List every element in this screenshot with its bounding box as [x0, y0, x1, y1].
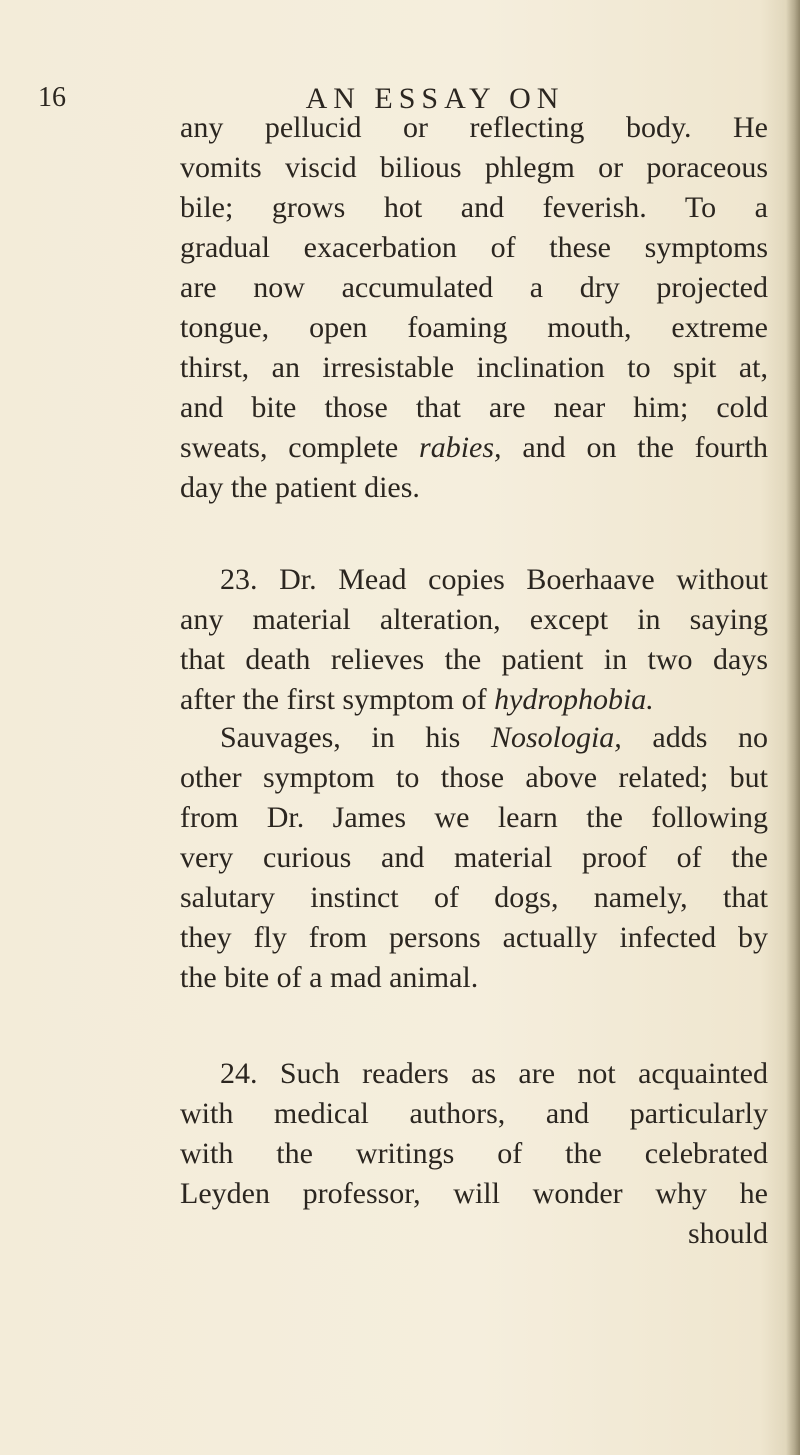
line-start: sweats, complete — [180, 431, 420, 464]
text-line — [180, 428, 768, 468]
italic-term: rabies, — [419, 431, 502, 464]
text-line: 24. Such readers as are not acquainted — [220, 1057, 768, 1090]
catchword: should — [687, 1217, 768, 1250]
text-line: very curious and material proof of the — [180, 841, 768, 874]
text-line: from Dr. James we learn the following — [180, 801, 768, 834]
text-line: they fly from persons actually infected by — [180, 921, 768, 954]
text-line: any material alteration, except in saying — [180, 603, 768, 636]
paragraph-1 — [180, 108, 768, 508]
text-line — [180, 718, 768, 758]
paragraph-sauvages — [180, 718, 768, 998]
text-line: bile; grows hot and feverish. To a — [180, 191, 768, 224]
text-line: Leyden professor, will wonder why he — [180, 1177, 768, 1210]
paragraph-23 — [180, 560, 768, 720]
text-line: other symptom to those above related; but — [180, 761, 768, 794]
text-line: salutary instinct of dogs, namely, that — [180, 881, 768, 914]
text-line: gradual exacerbation of these symptoms — [180, 231, 768, 264]
line-start: Sauvages, in his — [220, 721, 491, 754]
line-start: after the first symptom of — [180, 683, 495, 716]
italic-term: Nosologia, — [490, 721, 622, 754]
text-line: that death relieves the patient in two days — [180, 643, 768, 676]
text-line: 23. Dr. Mead copies Boerhaave without — [220, 563, 768, 596]
text-line: with the writings of the celebrated — [180, 1137, 768, 1170]
line-rest: and on the fourth — [501, 431, 768, 464]
text-line: and bite those that are near him; cold — [180, 391, 768, 424]
text-line: thirst, an irresistable inclination to spit at, — [180, 351, 768, 384]
text-line: vomits viscid bilious phlegm or poraceous — [180, 151, 768, 184]
paragraph-24 — [180, 1054, 768, 1254]
text-line: with medical authors, and particularly — [180, 1097, 768, 1130]
page-edge — [786, 0, 800, 1455]
text-line: day the patient dies. — [180, 471, 420, 504]
running-head: AN ESSAY ON — [305, 82, 565, 115]
page-number: 16 — [38, 82, 66, 113]
text-line: the bite of a mad animal. — [180, 961, 479, 994]
text-line: are now accumulated a dry projected — [180, 271, 768, 304]
text-line: any pellucid or reflecting body. He — [180, 111, 768, 144]
italic-term: hydrophobia. — [494, 683, 654, 716]
text-line: tongue, open foaming mouth, extreme — [180, 311, 768, 344]
line-rest: adds no — [621, 721, 768, 754]
text-line — [180, 680, 768, 720]
